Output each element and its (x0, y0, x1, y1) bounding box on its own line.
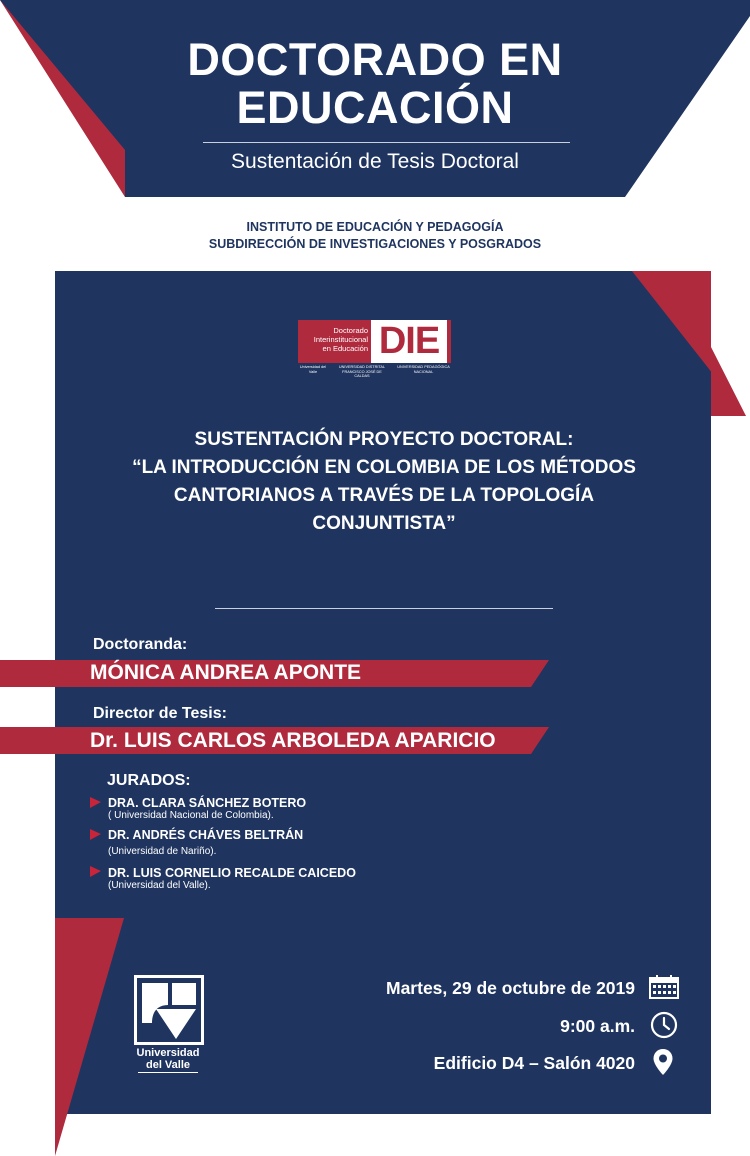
univalle-text-1: Universidad (136, 1047, 200, 1059)
calendar-icon (649, 975, 679, 999)
institute-line-1: INSTITUTO DE EDUCACIÓN Y PEDAGOGÍA (246, 220, 504, 234)
separator-line (215, 608, 553, 609)
doctoranda-name: MÓNICA ANDREA APONTE (90, 661, 362, 684)
die-text-1: Doctorado (333, 326, 368, 335)
jurado-institution-2: (Universidad de Nariño). (108, 846, 217, 857)
jurados-label: JURADOS: (107, 772, 191, 789)
title-divider (203, 142, 570, 143)
univalle-text-2: del Valle (145, 1059, 191, 1071)
jurado-name-2: DR. ANDRÉS CHÁVES BELTRÁN (108, 828, 304, 842)
die-partner-1: Universidad del Valle (299, 365, 327, 374)
clock-icon (650, 1011, 678, 1039)
institute-line-2: SUBDIRECCIÓN DE INVESTIGACIONES Y POSGRADOS (208, 237, 542, 251)
univalle-emblem-icon (134, 975, 204, 1045)
die-logo (298, 320, 451, 378)
doctoranda-label: Doctoranda: (93, 636, 188, 653)
event-place: Edificio D4 – Salón 4020 (433, 1053, 635, 1073)
director-label: Director de Tesis: (93, 705, 227, 722)
die-partner-3: UNIVERSIDAD PEDAGÓGICA NACIONAL (397, 365, 450, 374)
die-partner-2: UNIVERSIDAD DISTRITAL FRANCISCO JOSÉ DE CALDAS (338, 365, 386, 378)
director-name: Dr. LUIS CARLOS ARBOLEDA APARICIO (90, 729, 496, 752)
jurado-name-3: DR. LUIS CORNELIO RECALDE CAICEDO (108, 866, 356, 880)
location-pin-icon (652, 1048, 674, 1076)
project-title: SUSTENTACIÓN PROYECTO DOCTORAL: “LA INTRODUCCIÓN EN COLOMBIA DE LOS MÉTODOS CANTORIANOS A TRAVÉS DE LA TOPOLOGÍA CONJUNTISTA” (132, 429, 636, 534)
die-text-2: Interinstitucional (313, 335, 368, 344)
die-mark: DIE (371, 320, 447, 363)
page-title: DOCTORADO EN EDUCACIÓN (187, 34, 563, 133)
jurado-name-1: DRA. CLARA SÁNCHEZ BOTERO (108, 796, 307, 810)
die-text-3: en Educación (322, 344, 368, 353)
event-date: Martes, 29 de octubre de 2019 (386, 978, 635, 998)
page-subtitle: Sustentación de Tesis Doctoral (231, 150, 519, 173)
event-time: 9:00 a.m. (560, 1016, 635, 1036)
jurado-institution-1: ( Universidad Nacional de Colombia). (108, 810, 274, 821)
jurado-institution-3: (Universidad del Valle). (108, 880, 211, 891)
univalle-logo (132, 975, 204, 1075)
